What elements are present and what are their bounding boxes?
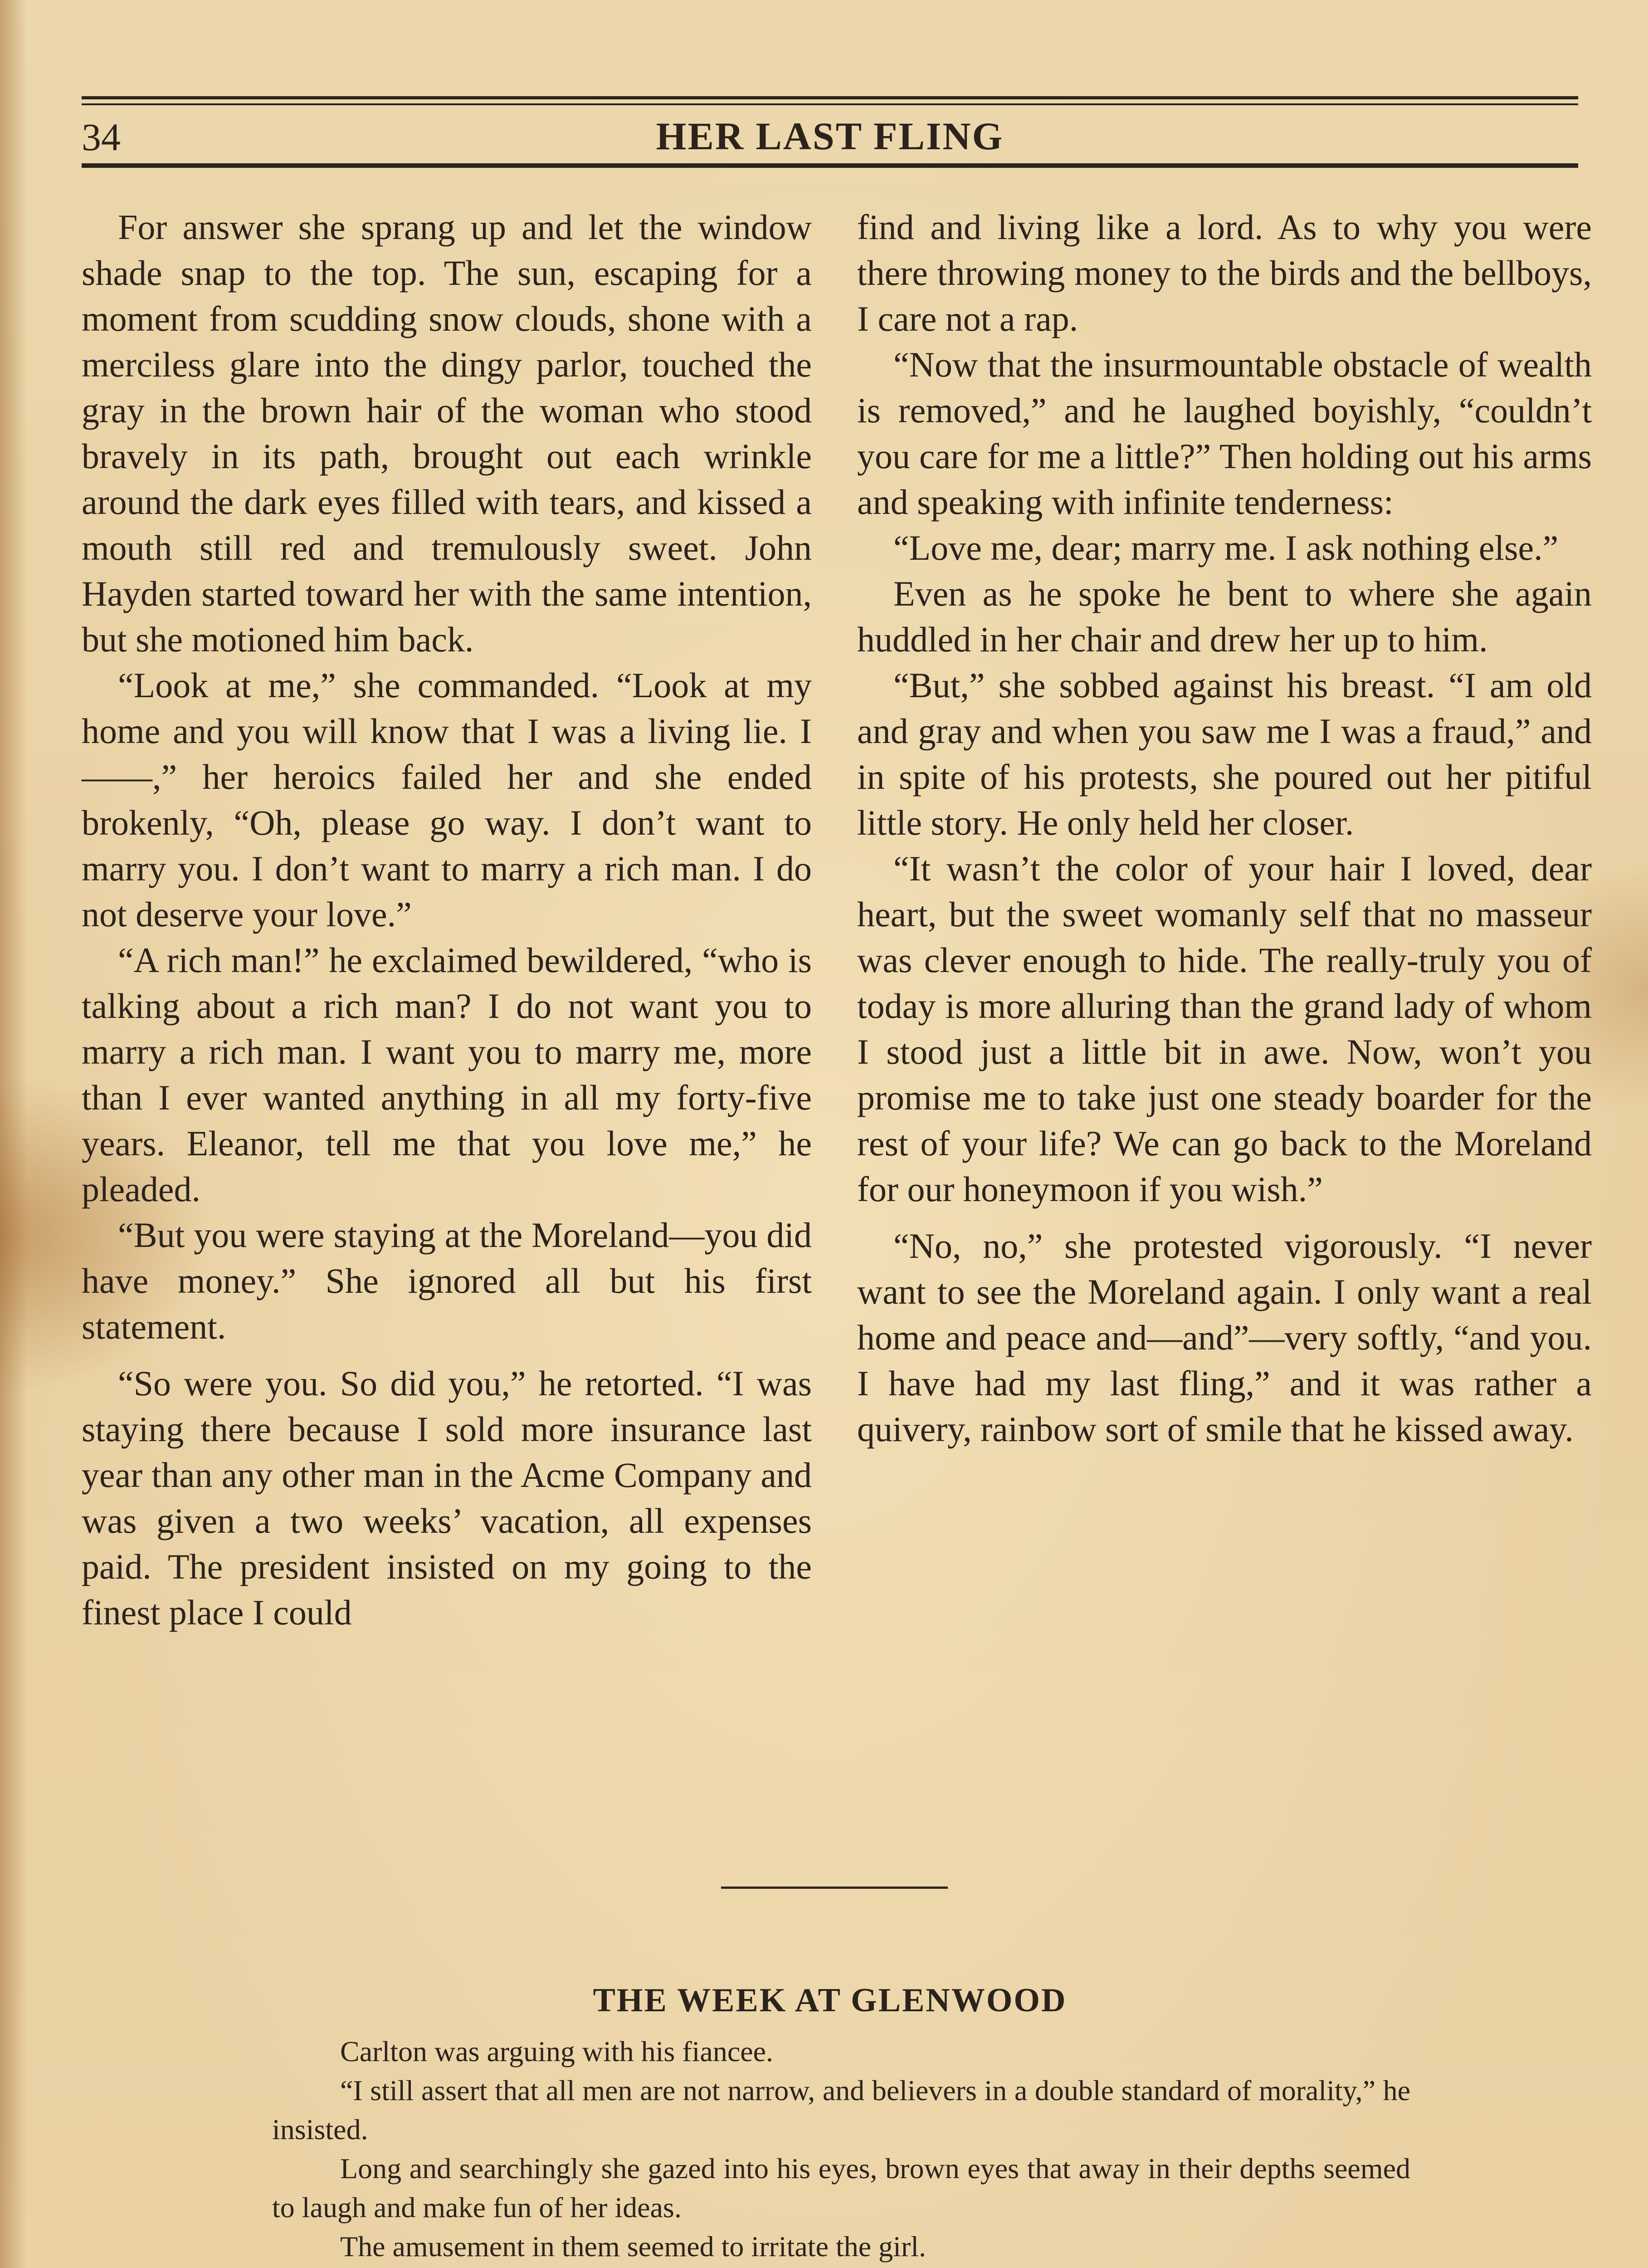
story-paragraph: “Love me, dear; marry me. I ask nothing else.”	[893, 528, 1559, 567]
second-story-paragraph: Long and searchingly she gazed into his eyes, brown eyes that away in their depths seemed to laugh and make fun of her ideas.	[272, 2152, 1410, 2224]
second-story-title: THE WEEK AT GLENWOOD	[593, 1982, 1067, 2019]
second-story-paragraph: The amusement in them seemed to irritate the girl.	[340, 2230, 926, 2263]
header-top-rule-thin	[82, 103, 1578, 105]
second-story-paragraph: Carlton was arguing with his fiancee.	[340, 2035, 774, 2068]
story-paragraph: “But,” she sobbed against his breast. “I am old and gray and when you saw me I was a fraud,” and in spite of his protests, she poured out her pitiful little story. He only held her closer.	[857, 665, 1592, 842]
story-left-column	[82, 204, 812, 1635]
story-right-column	[857, 204, 1592, 1452]
second-story-paragraph	[272, 2266, 1410, 2268]
story-end-separator	[721, 1887, 948, 1889]
header-bottom-rule	[82, 163, 1578, 168]
header-top-rule	[82, 96, 1578, 99]
story-paragraph: “A rich man!” he exclaimed bewildered, “who is talking about a rich man? I do not want you to marry a rich man. I want you to marry me, more than I ever wanted anything in all my forty-five years. Eleanor, tell me that you love me,” he pleaded.	[82, 940, 812, 1209]
story-paragraph: “Now that the insurmountable obstacle of wealth is removed,” and he laughed boyishly, “couldn’t you care for me a little?” Then holding out his arms and speaking with infinite tenderness:	[857, 345, 1592, 522]
story-paragraph: “It wasn’t the color of your hair I loved, dear heart, but the sweet womanly self that no masseur was clever enough to hide. The really-truly you of today is more alluring than the grand lady of whom I stood just a little bit in awe. Now, won’t you promise me to take just one steady boarder for the rest of your life? We can go back to the Moreland for our honeymoon if you wish.”	[857, 849, 1592, 1209]
page-edge-stain	[0, 0, 27, 2268]
story-paragraph: Even as he spoke he bent to where she again huddled in her chair and drew her up to him.	[857, 574, 1592, 659]
story-paragraph: “Look at me,” she commanded. “Look at my home and you will know that I was a living lie. I——,” her heroics failed her and she ended brokenly, “Oh, please go way. I don’t want to marry you. I don’t want to marry a rich man. I do not deserve your love.”	[82, 665, 812, 934]
story-paragraph: “No, no,” she protested vigorously. “I never want to see the Moreland again. I only want a real home and peace and—and”—very softly, “and you. I have had my last fling,” and it was rather a quivery, rainbow sort of smile that he kissed away.	[857, 1226, 1592, 1449]
story-paragraph: “So were you. So did you,” he retorted. “I was staying there because I sold more insurance last year than any other man in the Acme Company and was given a two weeks’ vacation, all expenses paid. The president insisted on my going to the finest place I could	[82, 1364, 812, 1632]
running-head: HER LAST FLING	[656, 114, 1004, 158]
story-paragraph: “But you were staying at the Moreland—you did have money.” She ignored all but his first statement.	[82, 1215, 812, 1346]
story-paragraph: find and living like a lord. As to why you were there throwing money to the birds and the bellboys, I care not a rap.	[857, 207, 1592, 338]
page-number: 34	[82, 115, 121, 159]
second-story-body	[272, 2032, 1410, 2268]
second-story-paragraph: “I still assert that all men are not narrow, and believers in a double standard of morality,” he insisted.	[272, 2074, 1410, 2146]
story-paragraph: For answer she sprang up and let the window shade snap to the top. The sun, escaping for a moment from scudding snow clouds, shone with a merciless glare into the dingy parlor, touched the gray in the brown hair of the woman who stood bravely in its path, brought out each wrinkle around the dark eyes filled with tears, and kissed a mouth still red and tremulously sweet. John Hayden started toward her with the same intention, but she motioned him back.	[82, 207, 812, 659]
